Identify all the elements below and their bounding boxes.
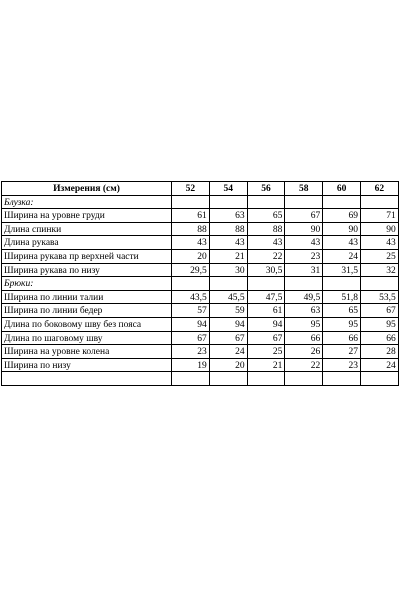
cell-value: 94 [209,317,247,331]
cell-value: 88 [209,222,247,236]
empty-cell [172,195,210,209]
cell-value: 43 [285,236,323,250]
empty-cell [323,277,361,291]
header-size: 58 [285,182,323,196]
cell-value: 66 [285,331,323,345]
cell-value: 57 [172,304,210,318]
table-row [2,222,399,236]
empty-cell [172,372,210,386]
cell-value: 95 [285,317,323,331]
empty-cell [247,195,285,209]
table-row [2,249,399,263]
row-label: Длина рукава [2,236,172,250]
table-row [2,209,399,223]
cell-value: 21 [247,358,285,372]
empty-row [2,372,399,386]
cell-value: 23 [285,249,323,263]
table-row [2,263,399,277]
cell-value: 24 [323,249,361,263]
row-label: Длина спинки [2,222,172,236]
cell-value: 19 [172,358,210,372]
cell-value: 90 [360,222,398,236]
size-chart-table [1,181,399,386]
cell-value: 23 [323,358,361,372]
cell-value: 22 [285,358,323,372]
cell-value: 23 [172,345,210,359]
cell-value: 94 [247,317,285,331]
cell-value: 28 [360,345,398,359]
cell-value: 32 [360,263,398,277]
cell-value: 43 [247,236,285,250]
section-title: Брюки: [2,277,172,291]
header-label: Измерения (см) [2,182,172,196]
cell-value: 26 [285,345,323,359]
cell-value: 49,5 [285,290,323,304]
cell-value: 43 [172,236,210,250]
empty-cell [172,277,210,291]
empty-cell [2,372,172,386]
section-title: Блузка: [2,195,172,209]
header-size: 52 [172,182,210,196]
cell-value: 47,5 [247,290,285,304]
empty-cell [209,195,247,209]
cell-value: 67 [209,331,247,345]
cell-value: 43 [209,236,247,250]
cell-value: 45,5 [209,290,247,304]
cell-value: 90 [323,222,361,236]
cell-value: 63 [285,304,323,318]
cell-value: 95 [323,317,361,331]
row-label: Ширина по линии талии [2,290,172,304]
cell-value: 21 [209,249,247,263]
table-row [2,290,399,304]
table-row [2,331,399,345]
cell-value: 71 [360,209,398,223]
cell-value: 65 [323,304,361,318]
cell-value: 29,5 [172,263,210,277]
cell-value: 25 [360,249,398,263]
row-label: Ширина рукава пр верхней части [2,249,172,263]
cell-value: 94 [172,317,210,331]
table-row [2,345,399,359]
cell-value: 67 [172,331,210,345]
header-size: 60 [323,182,361,196]
cell-value: 43 [323,236,361,250]
table-row [2,236,399,250]
table-header-row [2,182,399,196]
empty-cell [247,277,285,291]
cell-value: 67 [360,304,398,318]
cell-value: 61 [247,304,285,318]
empty-cell [247,372,285,386]
cell-value: 69 [323,209,361,223]
cell-value: 27 [323,345,361,359]
row-label: Ширина рукава по низу [2,263,172,277]
cell-value: 20 [172,249,210,263]
cell-value: 90 [285,222,323,236]
cell-value: 20 [209,358,247,372]
empty-cell [360,277,398,291]
empty-cell [360,195,398,209]
row-label: Ширина на уровне колена [2,345,172,359]
cell-value: 61 [172,209,210,223]
cell-value: 65 [247,209,285,223]
header-size: 62 [360,182,398,196]
cell-value: 66 [360,331,398,345]
cell-value: 25 [247,345,285,359]
cell-value: 51,8 [323,290,361,304]
cell-value: 67 [285,209,323,223]
cell-value: 59 [209,304,247,318]
cell-value: 88 [172,222,210,236]
cell-value: 66 [323,331,361,345]
empty-cell [360,372,398,386]
empty-cell [323,195,361,209]
table-row [2,304,399,318]
section-row-blouse [2,195,399,209]
cell-value: 30 [209,263,247,277]
empty-cell [285,372,323,386]
empty-cell [285,277,323,291]
cell-value: 30,5 [247,263,285,277]
cell-value: 22 [247,249,285,263]
cell-value: 31 [285,263,323,277]
cell-value: 53,5 [360,290,398,304]
row-label: Ширина по низу [2,358,172,372]
cell-value: 24 [209,345,247,359]
empty-cell [285,195,323,209]
row-label: Длина по боковому шву без пояса [2,317,172,331]
cell-value: 95 [360,317,398,331]
cell-value: 43 [360,236,398,250]
empty-cell [209,372,247,386]
section-row-trousers [2,277,399,291]
row-label: Длина по шаговому шву [2,331,172,345]
table-row [2,317,399,331]
row-label: Ширина на уровне груди [2,209,172,223]
row-label: Ширина по линии бедер [2,304,172,318]
cell-value: 24 [360,358,398,372]
header-size: 56 [247,182,285,196]
cell-value: 88 [247,222,285,236]
cell-value: 43,5 [172,290,210,304]
empty-cell [323,372,361,386]
cell-value: 63 [209,209,247,223]
cell-value: 67 [247,331,285,345]
empty-cell [209,277,247,291]
cell-value: 31,5 [323,263,361,277]
header-size: 54 [209,182,247,196]
table-row [2,358,399,372]
